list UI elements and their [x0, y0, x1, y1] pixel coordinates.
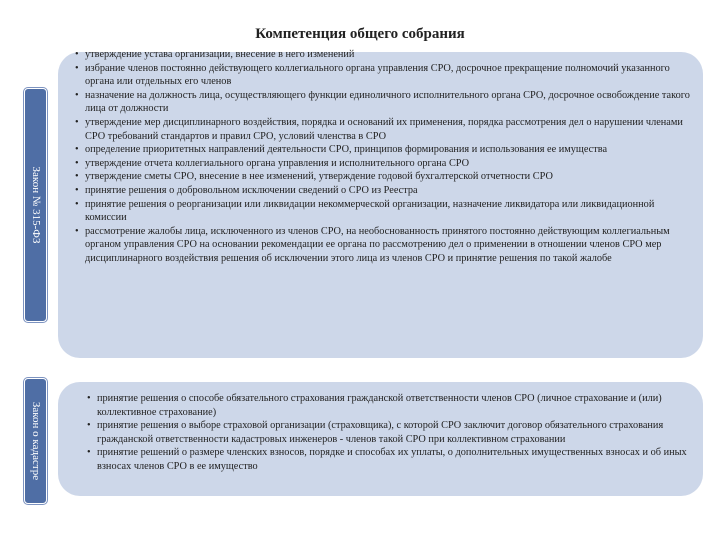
cadastre-law-panel — [58, 382, 703, 496]
list-item: • утверждение устава организации, внесение в него изменений — [74, 48, 696, 62]
law-315-list — [74, 48, 696, 266]
list-item: • избрание членов постоянно действующего коллегиального органа управления СРО, досрочное прекращение полномочий указанного органа или отдельных его членов — [74, 62, 696, 89]
cadastre-law-tab-label: Закон о кадастре — [29, 401, 42, 481]
slide-title: Компетенция общего собрания — [255, 26, 465, 42]
list-item: • назначение на должность лица, осуществляющего функции единоличного исполнительного органа СРО, досрочное освобождение такого лица от должности — [74, 89, 696, 116]
list-item: • принятие решений о размере членских взносов, порядке и способах их уплаты, о дополнительных имущественных взносах и об иных взносах членов СРО в ее имущество — [86, 446, 688, 473]
law-315-tab — [24, 88, 47, 322]
list-item: • принятие решения о добровольном исключении сведений о СРО из Реестра — [74, 184, 696, 198]
list-item: • принятие решения о реорганизации или ликвидации некоммерческой организации, назначение ликвидатора или ликвидационной комиссии — [74, 198, 696, 225]
law-315-tab-label: Закон № 315-ФЗ — [29, 166, 42, 244]
list-item: • рассмотрение жалобы лица, исключенного из членов СРО, на необоснованность принятого постоянно действующим коллегиальным органом управления СРО на основании рекомендации ее органа по рассмотрению дел о применении в отношении членов СРО мер дисциплинарного воздействия решения об исключении этого лица из членов СРО и принятие решения по такой жалобе — [74, 225, 696, 266]
cadastre-law-tab — [24, 378, 47, 504]
cadastre-law-list — [86, 392, 688, 474]
list-item: • определение приоритетных направлений деятельности СРО, принципов формирования и использования ее имущества — [74, 143, 696, 157]
list-item: • утверждение сметы СРО, внесение в нее изменений, утверждение годовой бухгалтерской отчетности СРО — [74, 170, 696, 184]
list-item: • утверждение мер дисциплинарного воздействия, порядка и оснований их применения, порядка рассмотрения дел о нарушении членами СРО требований стандартов и правил СРО, условий членства в СРО — [74, 116, 696, 143]
law-315-panel — [58, 49, 703, 358]
list-item: • принятие решения о способе обязательного страхования гражданской ответственности членов СРО (личное страхование и (или) коллективное страхование) — [86, 392, 688, 419]
list-item: • принятие решения о выборе страховой организации (страховщика), с которой СРО заключит договор обязательного страхования гражданской ответственности кадастровых инженеров - членов такой СРО при коллективном страховании — [86, 419, 688, 446]
list-item: • утверждение отчета коллегиального органа управления и исполнительного органа СРО — [74, 157, 696, 171]
